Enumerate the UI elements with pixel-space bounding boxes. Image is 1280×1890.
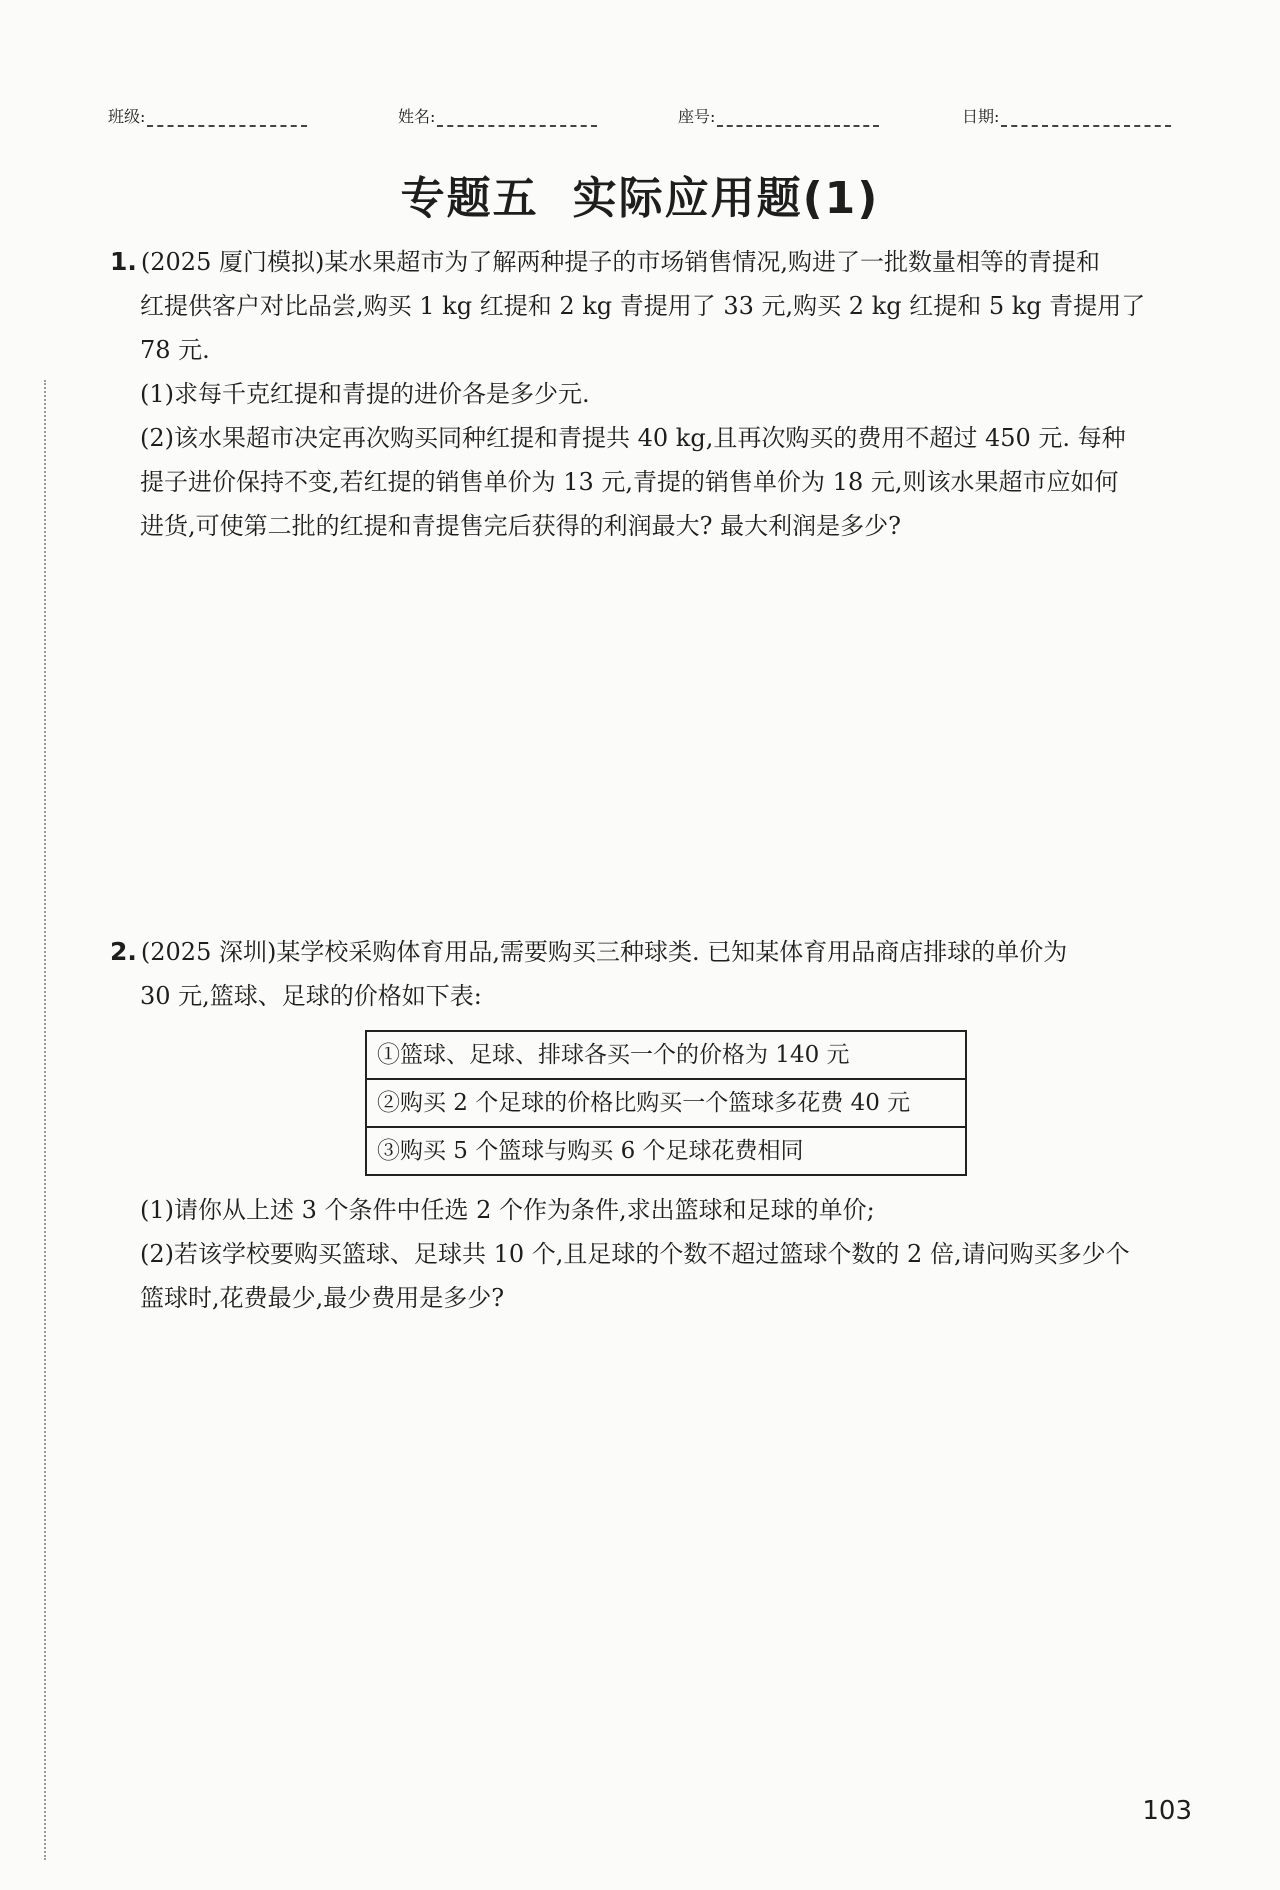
q2-part-2-line-1: (2)若该学校要购买篮球、足球共 10 个,且足球的个数不超过篮球个数的 2 倍,请问购买多少个: [140, 1240, 1130, 1268]
question-1: [110, 240, 1195, 548]
q2-stem-1: (2025 深圳)某学校采购体育用品,需要购买三种球类. 已知某体育用品商店排球的单价为: [140, 938, 1068, 966]
q1-part-1: (1)求每千克红提和青提的进价各是多少元.: [140, 380, 590, 408]
seat-field[interactable]: [678, 104, 879, 127]
table-row: [366, 1127, 966, 1175]
q2-part-1: (1)请你从上述 3 个条件中任选 2 个作为条件,求出篮球和足球的单价;: [140, 1196, 875, 1224]
class-blank-line[interactable]: [147, 105, 307, 127]
q2-part-2-line-2: 篮球时,花费最少,最少费用是多少?: [140, 1284, 505, 1312]
date-label: 日期:: [962, 107, 1000, 126]
q1-stem-2: 红提供客户对比品尝,购买 1 kg 红提和 2 kg 青提用了 33 元,购买 2 kg 红提和 5 kg 青提用了: [140, 292, 1146, 320]
date-field[interactable]: [962, 104, 1171, 127]
q2-line-1: [110, 930, 1195, 974]
q1-stem-3: 78 元.: [140, 336, 210, 364]
price-conditions-table: [365, 1030, 967, 1176]
class-label: 班级:: [108, 107, 146, 126]
name-label: 姓名:: [398, 107, 436, 126]
name-blank-line[interactable]: [437, 105, 597, 127]
condition-2: ②购买 2 个足球的价格比购买一个篮球多花费 40 元: [366, 1079, 966, 1127]
q1-part-2-line-1: (2)该水果超市决定再次购买同种红提和青提共 40 kg,且再次购买的费用不超过 450 元. 每种: [140, 424, 1126, 452]
seat-label: 座号:: [678, 107, 716, 126]
q2-stem-2: 30 元,篮球、足球的价格如下表:: [140, 982, 482, 1010]
binding-edge-dotted-line: [44, 380, 46, 1860]
q1-line-1: [110, 240, 1195, 284]
page-number: 103: [1142, 1796, 1192, 1826]
title-topic: 专题五: [400, 173, 539, 224]
table-row: [366, 1079, 966, 1127]
name-field[interactable]: [398, 104, 597, 127]
class-field[interactable]: [108, 104, 307, 127]
condition-1: ①篮球、足球、排球各买一个的价格为 140 元: [366, 1031, 966, 1079]
title-subject: 实际应用题(1): [572, 173, 880, 224]
condition-3: ③购买 5 个篮球与购买 6 个足球花费相同: [366, 1127, 966, 1175]
table-row: [366, 1031, 966, 1079]
q1-part-2-line-2: 提子进价保持不变,若红提的销售单价为 13 元,青提的销售单价为 18 元,则该水果超市应如何: [140, 468, 1119, 496]
q1-stem-1: (2025 厦门模拟)某水果超市为了解两种提子的市场销售情况,购进了一批数量相等的青提和: [140, 248, 1100, 276]
page-title: [0, 162, 1280, 226]
q2-number: 2.: [110, 937, 137, 966]
seat-blank-line[interactable]: [717, 105, 879, 127]
q1-number: 1.: [110, 247, 137, 276]
q1-part-2-line-3: 进货,可使第二批的红提和青提售完后获得的利润最大? 最大利润是多少?: [140, 512, 901, 540]
question-2: [110, 930, 1195, 1320]
date-blank-line[interactable]: [1001, 105, 1171, 127]
